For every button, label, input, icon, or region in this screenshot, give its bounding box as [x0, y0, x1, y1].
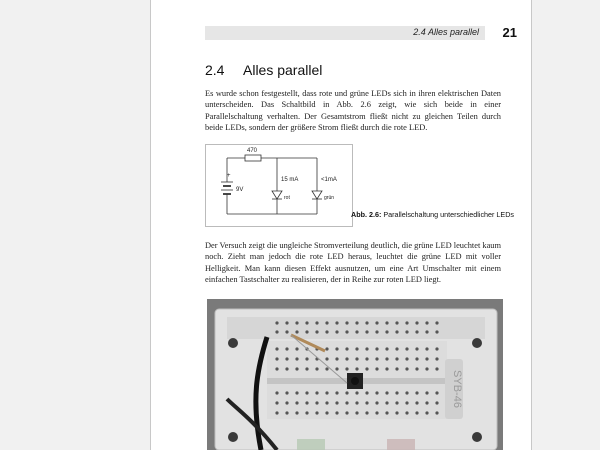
body-paragraph-1: Es wurde schon festgestellt, dass rote und grüne LEDs sich in ihren elektrischen Daten unterscheiden. Das Schaltbild in Abb. 2.6 zeigt, wie sich beide in einer Parallelschaltung verhalten. Der Gesamtstrom fließt nicht zu gleichen Teilen durch beide LEDs, sondern der größere Strom fließt durch die rote LED. [205, 89, 501, 133]
body-paragraph-2: Der Versuch zeigt die ungleiche Stromverteilung deutlich, die grüne LED leuchtet kaum noch. Zieht man jedoch die rote LED heraus, leuchtet die grüne LED mit voller Helligkeit. Man kann diesen Effekt ausnutzen, um eine Art Umschalter mit einem einfachen Tastschalter zu realisieren, der in Reihe zur roten LED liegt. [205, 241, 501, 285]
board-label: SYB-46 [451, 370, 463, 408]
green-led [297, 439, 325, 450]
push-button-cap [351, 377, 359, 385]
running-head-title: 2.4 Alles parallel [413, 27, 479, 37]
figure-label: Abb. 2.6: [351, 210, 382, 219]
led-red-label: rot [284, 195, 290, 201]
current-green-label: <1mA [321, 177, 337, 183]
book-page [150, 0, 532, 450]
breadboard-photo [207, 299, 503, 450]
page-number: 21 [502, 25, 517, 40]
section-heading [205, 62, 322, 78]
resistor-symbol [245, 155, 261, 161]
current-red-label: 15 mA [281, 177, 299, 183]
section-title: Alles parallel [243, 62, 323, 78]
power-rail-top [227, 317, 485, 339]
battery-plus-label: + [227, 173, 231, 179]
figure-caption [351, 210, 514, 220]
running-head [205, 26, 517, 40]
section-number: 2.4 [205, 62, 225, 78]
red-led [387, 439, 415, 450]
circuit-diagram [205, 144, 355, 228]
resistor-label: 470 [247, 148, 258, 154]
battery-voltage-label: 9V [236, 187, 244, 193]
led-green-label: grün [324, 195, 335, 201]
figure-caption-text: Parallelschaltung unterschiedlicher LEDs [383, 210, 515, 219]
